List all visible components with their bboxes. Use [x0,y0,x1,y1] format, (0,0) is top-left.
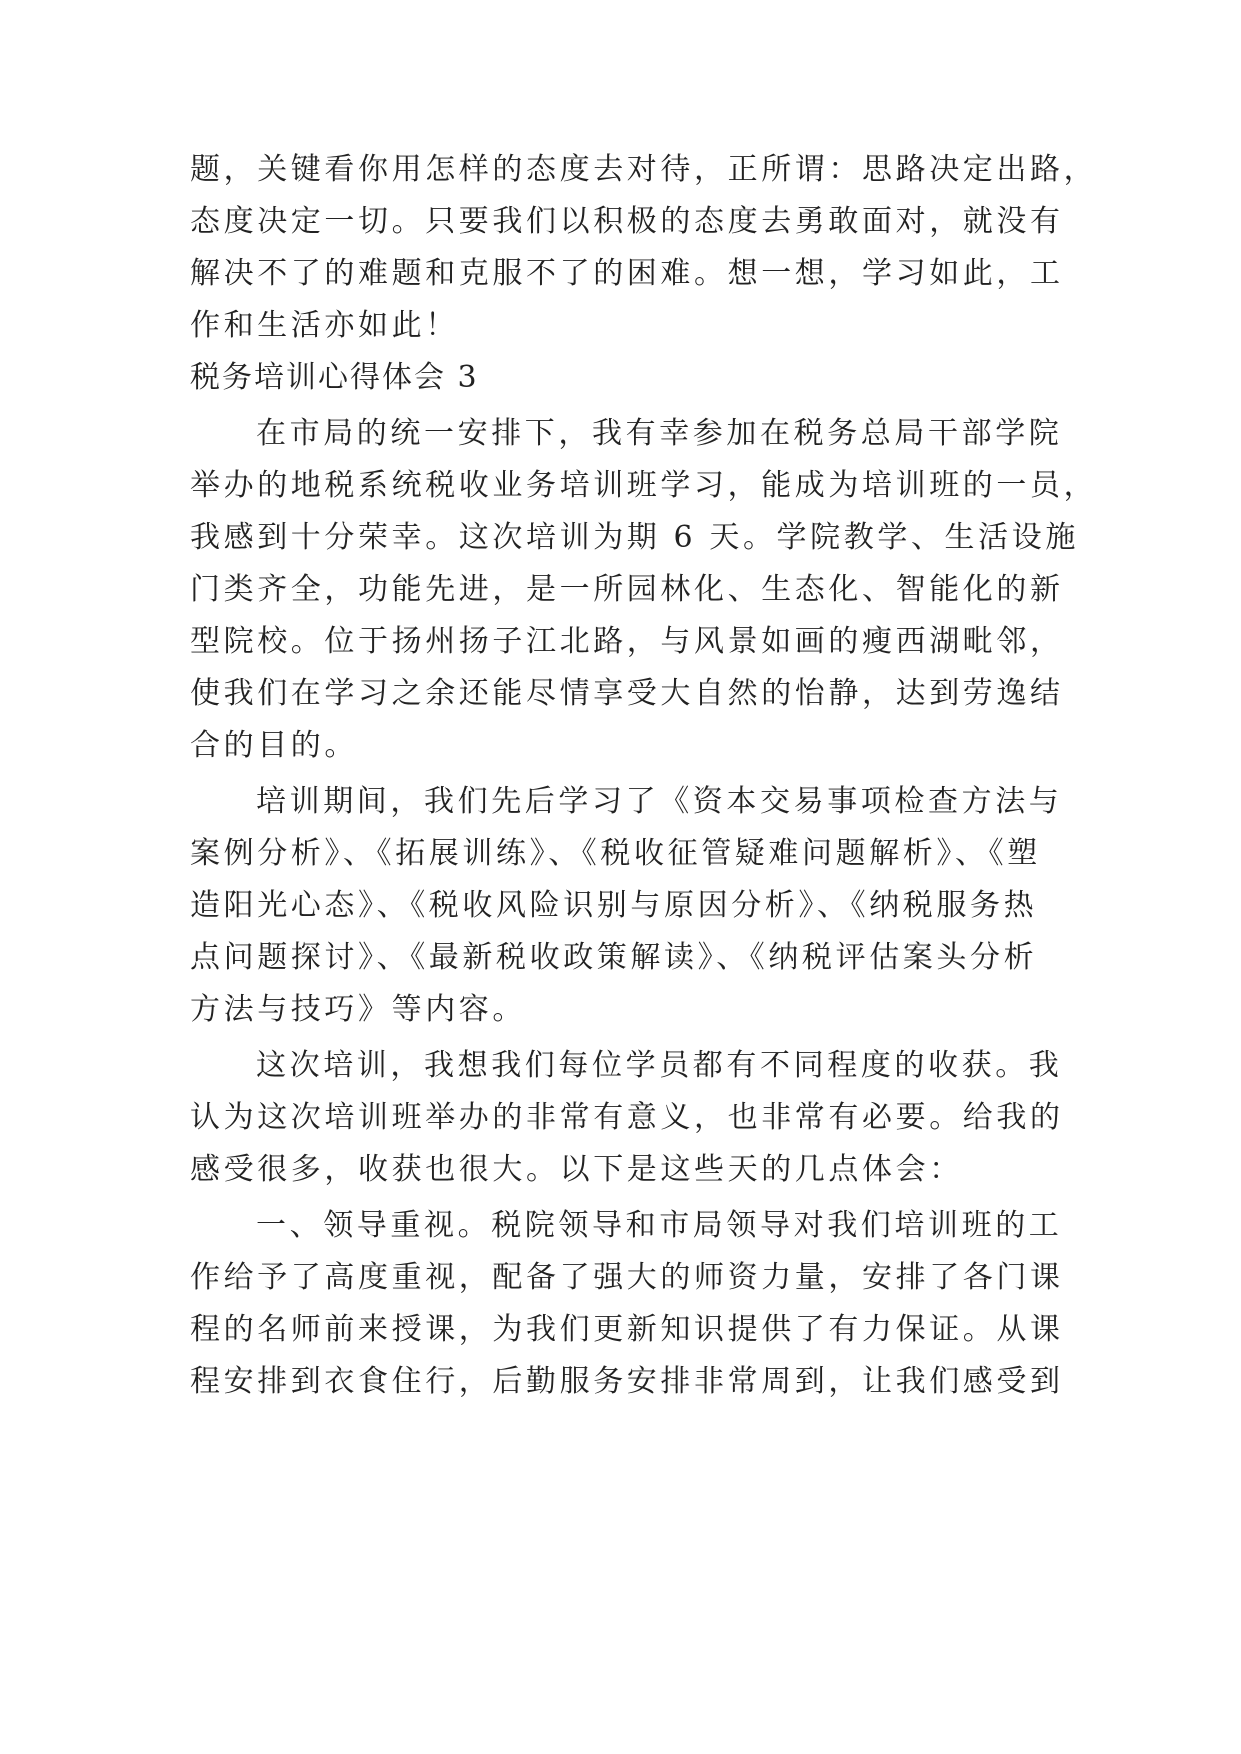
text-line: 题，关键看你用怎样的态度去对待，正所谓：思路决定出路， [190,152,1098,187]
text-line: 使我们在学习之余还能尽情享受大自然的怡静，达到劳逸结 [190,676,1064,711]
text-line: 认为这次培训班举办的非常有意义，也非常有必要。给我的 [190,1100,1064,1135]
text-line: 点问题探讨》、《最新税收政策解读》、《纳税评估案头分析 [190,940,1038,975]
text-line: 我感到十分荣幸。这次培训为期 6 天。学院教学、生活设施 [190,520,1079,555]
text-line: 作给予了高度重视，配备了强大的师资力量，安排了各门课 [190,1260,1064,1295]
text-line: 程的名师前来授课，为我们更新知识提供了有力保证。从课 [190,1312,1064,1347]
text-line: 感受很多，收获也很大。以下是这些天的几点体会： [190,1152,963,1187]
text-line: 合的目的。 [190,728,358,763]
section-heading: 税务培训心得体会 3 [190,360,479,395]
text-line: 程安排到衣食住行，后勤服务安排非常周到，让我们感受到 [190,1364,1064,1399]
text-line: 举办的地税系统税收业务培训班学习，能成为培训班的一员， [190,468,1098,503]
text-line: 方法与技巧》等内容。 [190,992,526,1027]
text-line: 型院校。位于扬州扬子江北路，与风景如画的瘦西湖毗邻， [190,624,1064,659]
text-line: 解决不了的难题和克服不了的困难。想一想，学习如此，工 [190,256,1064,291]
text-line: 在市局的统一安排下，我有幸参加在税务总局干部学院 [256,416,1063,451]
text-line: 这次培训，我想我们每位学员都有不同程度的收获。我 [256,1048,1063,1083]
text-line: 培训期间，我们先后学习了《资本交易事项检查方法与 [256,784,1063,819]
text-line: 门类齐全，功能先进，是一所园林化、生态化、智能化的新 [190,572,1064,607]
text-line: 造阳光心态》、《税收风险识别与原因分析》、《纳税服务热 [190,888,1038,923]
text-line: 态度决定一切。只要我们以积极的态度去勇敢面对，就没有 [190,204,1064,239]
text-line: 一、领导重视。税院领导和市局领导对我们培训班的工 [256,1208,1063,1243]
text-line: 案例分析》、《拓展训练》、《税收征管疑难问题解析》、《塑 [190,836,1041,871]
text-line: 作和生活亦如此！ [190,308,459,343]
